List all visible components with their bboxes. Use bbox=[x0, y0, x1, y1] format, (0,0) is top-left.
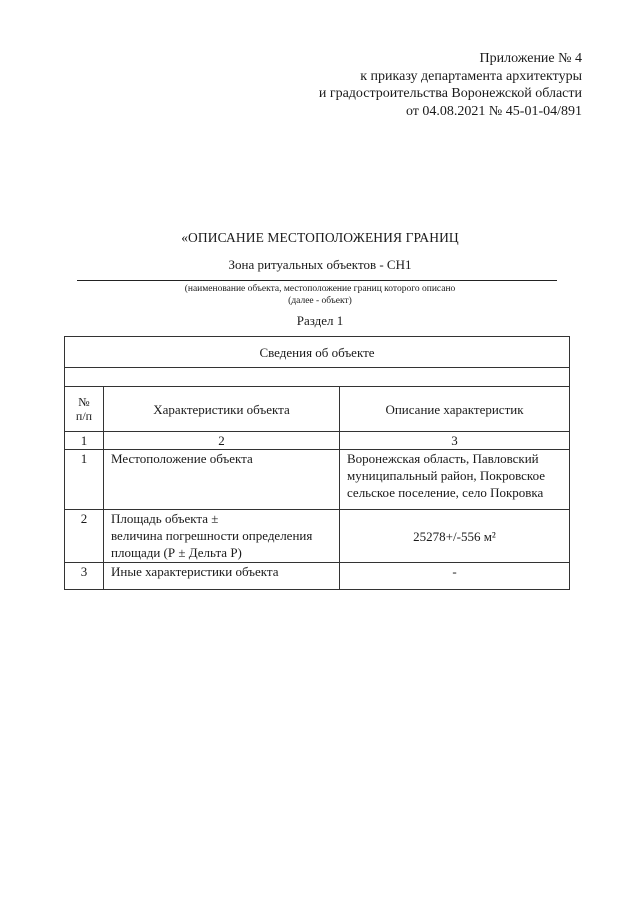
table-header-row bbox=[65, 387, 570, 432]
characteristic-line: площади (Р ± Дельта Р) bbox=[111, 545, 242, 560]
table-blank-row bbox=[65, 368, 570, 387]
section-title: Раздел 1 bbox=[296, 313, 344, 328]
row-description: - bbox=[340, 563, 570, 590]
description-line: Воронежская область, Павловский bbox=[347, 451, 539, 466]
appendix-header bbox=[319, 50, 582, 120]
table-heading: Сведения об объекте bbox=[65, 337, 570, 368]
zone-name: Зона ритуальных объектов - СН1 bbox=[228, 257, 412, 272]
characteristic-line: величина погрешности определения bbox=[111, 528, 313, 543]
row-number: 1 bbox=[65, 450, 104, 510]
row-description bbox=[340, 450, 570, 510]
table-row bbox=[65, 510, 570, 563]
appendix-department: и градостроительства Воронежской области bbox=[318, 86, 582, 101]
row-characteristic: Иные характеристики объекта bbox=[104, 563, 340, 590]
caption-line-2: (далее - объект) bbox=[288, 296, 352, 306]
appendix-order: к приказу департамента архитектуры bbox=[360, 68, 582, 84]
row-number: 2 bbox=[65, 510, 104, 563]
row-characteristic bbox=[104, 510, 340, 563]
description-line: муниципальный район, Покровское bbox=[347, 468, 546, 483]
numbering-cell: 2 bbox=[104, 432, 340, 450]
table-row bbox=[65, 563, 570, 590]
numbering-cell: 1 bbox=[65, 432, 104, 450]
zone-caption bbox=[0, 283, 640, 307]
table-row bbox=[65, 450, 570, 510]
numbering-cell: 3 bbox=[340, 432, 570, 450]
col-num-abbr: п/п bbox=[75, 409, 93, 423]
caption-line-1: (наименование объекта, местоположение границ которого описано bbox=[184, 284, 456, 294]
appendix-number: Приложение № 4 bbox=[479, 51, 582, 66]
col-characteristics-header: Характеристики объекта bbox=[104, 387, 340, 432]
document-title: «ОПИСАНИЕ МЕСТОПОЛОЖЕНИЯ ГРАНИЦ bbox=[181, 230, 459, 245]
description-line: сельское поселение, село Покровка bbox=[347, 485, 544, 500]
col-num-symbol: № bbox=[78, 395, 90, 409]
appendix-date-number: от 04.08.2021 № 45-01-04/891 bbox=[405, 103, 582, 119]
col-num-header bbox=[65, 387, 104, 432]
row-description: 25278+/-556 м² bbox=[340, 510, 570, 563]
col-description-header: Описание характеристик bbox=[340, 387, 570, 432]
object-info-table bbox=[64, 336, 570, 590]
row-characteristic: Местоположение объекта bbox=[104, 450, 340, 510]
underline-rule bbox=[77, 280, 557, 281]
row-number: 3 bbox=[65, 563, 104, 590]
characteristic-line: Площадь объекта ± bbox=[111, 511, 219, 526]
table-numbering-row bbox=[65, 432, 570, 450]
